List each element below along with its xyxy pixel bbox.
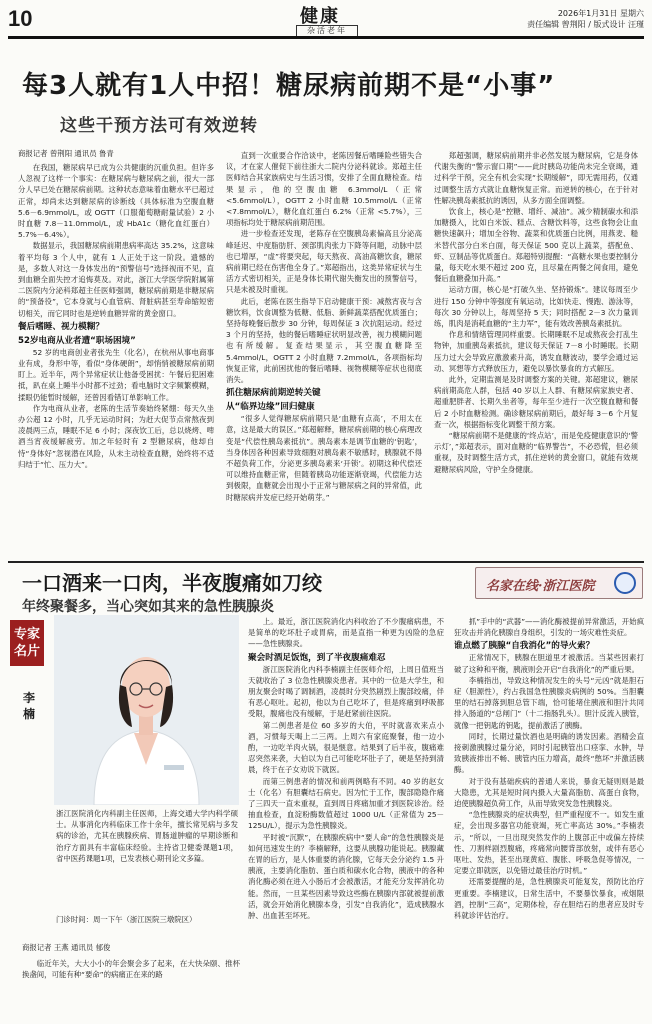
clinic-hours: 门诊时间：周一下午（浙江医院三墩院区） [56, 915, 197, 924]
expert-photo [54, 615, 239, 805]
article2-column-2 [248, 616, 444, 1020]
paragraph: 同时，长期过量饮酒也是明确的诱发因素。酒精会直接刺激胰腺过量分泌，同时引起胰管出口痉挛、水肿，导致胰液排出不畅、胰管内压力增高，最终“憋坏”并激活胰酶。 [454, 731, 644, 775]
column-tag: 杂活老年 [296, 25, 358, 37]
article1-column-2 [226, 150, 422, 556]
paragraph: 正常情况下，胰腺在胆道里才被激活。当某些因素打破了这种和平衡，胰液则会开启“自我消化”的严重后果。 [454, 653, 644, 674]
expert-name: 李楠 [22, 691, 35, 721]
section-heading: 抓住糖尿病前期逆转关键 [226, 388, 321, 399]
paragraph: 浙江医院消化内科李楠副主任医师介绍，上周日值班当天就收治了 3 位急性胰腺炎患者。其中的一位是大学生，和朋友聚会时喝了调制酒，凌晨时分突然剧烈上腹部绞痛，伴有恶心呕吐。起初，他以为自己吃坏了，但是疼痛到呼吸都受限，腹痛也没有缓解，于是赶紧前往医院。 [248, 664, 444, 719]
paragraph: 在我国，糖尿病早已成为公共健康的沉重负担。但许多人忽视了这样一个事实：在糖尿病与糖尿病之前，很大一部分人早已处在糖尿病前期。这种状态意味着血糖水平已超过正常，却尚未达到糖尿病的诊断线（具体标准为空腹血糖 5.6－6.9mmol/L，或 OGTT（口服葡萄糖耐量试验）2 小时血糖 7.8－11.0mmol/L，或 HbA1c（糖化血红蛋白）5.7%－6.4%）。 [18, 163, 214, 240]
paragraph: 此后，老陈在医生指导下启动健康干预：减熬宵夜与含糖饮料，饮食调整为低糖、低脂、新鲜蔬菜搭配优质蛋白；坚持每晚餐后散步 30 分钟，每周保证 3 次抗阻运动。经过 3 个月的坚持，他的餐后嗜睡症状明显改善，视力模糊问题也有所缓解。复查结果显示，其空腹血糖降至 5.4mmol/L，OGTT 2 小时血糖 7.2mmol/L，各项指标均恢复正常，此前困扰他的餐后嗜睡、视物模糊等症状也彻底消失。 [226, 296, 422, 385]
paragraph: 抓”手中的“武器”——消化酶被提前异常激活，开始疯狂攻击并消化胰腺自身组织，引发的一场灾难性炎症。 [454, 617, 644, 638]
article2-subhead: 年终聚餐多，当心突如其来的急性胰腺炎 [22, 599, 274, 615]
paragraph: 作为电商从业者，老陈的生活节奏始终紧绷：每天久坐办公超 12 小时，几乎无运动时间；为赶大促节点常熬夜到凌晨两三点，睡眠不足 6 小时；深夜饮工后，总以烧烤、啤酒当宵夜缓解疲劳。加之年轻时有 2 型糖尿病，他却自恃“身体好”忽视潜在风险，从未主动检查血糖，始终将不适归结于“忙、压力大”。 [18, 403, 214, 469]
section-heading: 聚会时酒足饭饱，到了半夜腹痛难忍 [248, 652, 386, 663]
date-line: 2026年1月31日 星期六 [557, 9, 644, 18]
paragraph: 还需要提醒的是，急性胰腺炎可能复发，预防比治疗更重要。李楠建议，日常生活中，不要暴饮暴食，戒烟限酒，控制“三高”，定期体检，存在胆结石的患者应及时专科就诊评估治疗。 [454, 877, 644, 921]
paragraph: 上。最近，浙江医院消化内科收治了不少腹痛病患，不是简单的吃坏肚子或胃病，而是直指一种更为凶险的急症——急性胰腺炎。 [248, 617, 444, 649]
paragraph: 而第三例患者的情况和前两例略有不同。40 岁的赵女士（化名）有胆囊结石病史。因为忙于工作，腹部隐隐作痛了三四天一直未重视，直到周日疼痛加重才到医院诊治。经抽血检查，血淀粉酶数值超过 1000 U/L（正常值为 25－125U/L），提示为急性胰腺炎。 [248, 776, 444, 831]
page-number: 10 [8, 6, 33, 31]
expert-card-tag: 专家名片 [10, 620, 44, 666]
hospital-emblem-icon [614, 572, 636, 594]
header-rule [8, 36, 644, 39]
column-name: 健康 [300, 6, 340, 27]
section-heading: 从“临界边缘”回归健康 [226, 402, 315, 413]
paragraph: 第二例患者是位 60 多岁的大伯，平时就喜欢来点小酒，习惯每天喝上二三两。上周六有家庭聚餐，他一边小酌，一边吃羊肉火锅，很是惬意。结果到了后半夜，腹痛难忍突然来袭，大伯以为自己可能吃坏肚子了，硬是坚持到清晨，终于在子女劝说下就医。 [248, 720, 444, 775]
article1-headline: 每3人就有1人中招！糖尿病前期不是“小事” [22, 71, 556, 101]
doctor-portrait-illustration [54, 615, 239, 805]
paragraph: 临近年关，大大小小的年会聚会多了起来，在大快朵颐、推杯换盏间，可能有种“要命”的病痛正在来的路 [22, 959, 240, 980]
paragraph: 李楠指出，导致这种情况发生的头号“元凶”就是胆石症（胆源性），约占我国急性胰腺炎病例的 50%。当胆囊里的结石掉落到胆总管下端，恰可能堵住胰液和胆汁共同排入肠道的“总闸门”（十二指肠乳头）。胆汁反流入胰管，就像一把钥匙的钥匙，提前激活了胰酶。 [454, 675, 644, 730]
paragraph: 对于没有基础疾病的普通人来说，暴食无疑则则是最大隐患，尤其是短时间内摄入大量高脂肪、高蛋白食物，迫使胰腺超负荷工作，从而导致突发急性胰腺炎。 [454, 776, 644, 809]
paragraph: “很多人觉得糖尿病前期只是‘血糖有点高’，不用太在意，这是最大的误区。”郑超解释，糖尿病前期的核心病理改变是“代偿性胰岛素抵抗”。胰岛素本是调节血糖的‘钥匙’，当身体因各种因素导致细胞对胰岛素不敏感时，胰腺就不得不超负荷工作，分泌更多胰岛素来‘开锁’。初期这种代偿还可以维持血糖正常，但随着胰岛功能逐渐衰竭，代偿能力达到极限，血糖就会出现小于正常与糖尿病之间的异常值，此时糖尿病并发症已经开始萌芽。” [226, 414, 422, 502]
article2-column-1-text [22, 958, 240, 1020]
paragraph: 平时被“沉默”，在胰腺疾病中“要人命”的急性胰腺炎是如何迅速发生的？李楠解释，这要从胰腺功能说起。胰腺藏在胃的后方，是人体重要的消化腺，它每天会分泌约 1.5 升胰液，主要消化脂肪、蛋白质和碳水化合物，胰液中的各种消化酶必须在进入小肠后才会被激活，才能充分发挥消化功能。然而，一旦某些因素导致这些酶在胰腺内部就被提前激活，就会开始消化胰腺本身，引发“自我消化”，造成胰腺水肿、出血甚至坏死。 [248, 832, 444, 921]
article1-column-3 [434, 150, 638, 556]
expert-bio: 浙江医院消化内科副主任医师，上海交通大学内科学硕士。从事消化内科临床工作十余年，擅长常见病与多发病的诊治，尤其在胰腺疾病、胃肠道肿瘤的早期诊断和治疗方面具有丰富临床经验。主持省卫健委课题1项，省中医药课题1项，已发表核心期刊论文多篇。 [56, 809, 238, 863]
paragraph: 直到一次重要合作洽谈中，老陈因餐后嗜睡险些错失合议，才在家人催促下前往浙大二院内分泌科就诊。郑超主任医师结合其家族病史与生活习惯，安排了全面血糖检查。结果显示，他的空腹血糖 6.3mmol/L（正常 <5.6mmol/L），OGTT 2 小时血糖 10.5mmol/L（正常 <7.8mmol/L），糖化血红蛋白 6.2%（正常 <5.7%），三项指标均处于糖尿病前期范围。 [226, 151, 422, 228]
paragraph: 数据显示，我国糖尿病前期患病率高达 35.2%，这意味着平均每 3 个人中，就有 1 人正处于这一阶段。遗憾的是，多数人对这一身体发出的“预警信号”选择视而不见，直到血糖全面失控才追悔莫及。对此，浙江大学医学院附属第二医院内分泌科郑超主任医师强调，糖尿病前期是非糖尿病的“预备役”，它本身就与心血管病、肾脏病甚至寿命缩短密切相关，而它同时也是逆转血糖异常的黄金窗口。 [18, 241, 214, 318]
article2-byline: 商报记者 王燕 通讯员 郁俊 [22, 943, 111, 952]
article1-subhead: 这些干预方法可有效逆转 [60, 116, 258, 136]
logo-text: 名家在线·浙江医院 [486, 579, 595, 594]
article2-headline: 一口酒来一口肉，半夜腹痛如刀绞 [22, 571, 322, 595]
header-meta [527, 8, 644, 30]
paragraph: 作息和情绪管理同样重要。长期睡眠不足或熬夜会打乱生物钟，加重胰岛素抵抗，建议每天保证 7－8 小时睡眠。长期压力过大会导致应激激素升高，诱发血糖波动，要学会通过运动、冥想等方式释放压力，避免以暴饮暴食的方式解压。 [434, 330, 638, 373]
paragraph: 此外，定期监测是及时调整方案的关键。郑超建议，糖尿病前期高危人群，包括 40 岁以上人群、有糖尿病家族史者、超重肥胖者、长期久坐者等，每年至少进行一次空腹血糖和餐后 2 小时血糖检测。确诊糖尿病前期后，最好每 3－6 个月复查一次，根据指标变化调整干预方案。 [434, 375, 638, 429]
editor-line: 责任编辑 曾荆阳 / 版式设计 汪瑾 [527, 20, 644, 29]
hospital-logo-banner [475, 567, 643, 599]
article2-column-3 [454, 616, 644, 1020]
paragraph: 52 岁的电商创业者张先生（化名），在杭州从事电商事业有成，身形中等，看似“身体硬朗”，却悄悄被糖尿病前期盯上。近半年，两个异常症状让他备受困扰：午餐后犯困难抵，趴在桌上睡半小时都不过劲；看电脑时文字频繁模糊，揉眼仍能暂时缓解，还曾因看错订单影响工作。 [18, 347, 214, 402]
paragraph: 郑超强调，糖尿病前期并非必然发展为糖尿病，它是身体代谢失衡的“警示窗口期”——此时胰岛功能尚未完全衰竭，通过科学干预，完全有机会实现“长期缓解”，即无需用药，仅通过调整生活方式就让血糖恢复正常。而逆转的核心，在于针对性解决胰岛素抵抗的诱因，从多方面全面调整。 [434, 151, 638, 205]
paragraph: “糖尿病前期不是健康的‘终点站’，而是免疫健康意识的‘警示灯’，”郑超表示，面对血糖的“临界警告”，不必恐慌，但必须重视，及时调整生活方式，抓住逆转的黄金窗口，就能有效规避糖尿病风险，守护全身健康。 [434, 431, 638, 474]
section-heading: 餐后嗜睡、视力模糊？ [18, 321, 104, 332]
article1-column-1 [18, 162, 214, 556]
paragraph: 进一步检查还发现，老陈存在空腹胰岛素偏高且分泌高峰延迟、中度脂肪肝、颈部肌肉张力下降等问题，动脉中层也已增厚，“虚”将要突起，每天熬夜、高油高糖饮食，糖尿病前期已经在伤害他全身了。”郑超指出，这类异常症状与生活方式密切相关，正是身体长期代谢失衡发出的预警信号，只是未被及时重视。 [226, 229, 422, 295]
article1-byline: 商报记者 曾荆阳 通讯员 鲁青 [18, 149, 114, 158]
paragraph: 饮食上，核心是“控糖、增纤、减油”。减少精制碳水和添加糖摄入，比如白米饭、糕点、含糖饮料等，这些食物会让血糖快速飙升；增加全谷物、蔬菜和优质蛋白比例，用燕麦、糙米替代部分白米白面，每天保证 500 克以上蔬菜，搭配鱼、虾、豆制品等优质蛋白。郑超特别提醒：“高糖水果也要控制分量，每天吃水果不超过 200 克，且尽量在两餐之间食用，避免餐后血糖叠加升高。” [434, 207, 638, 284]
section-heading: 52岁电商从业者遭“职场困境” [18, 335, 136, 346]
paragraph: “急性胰腺炎的症状典型，但严重程度不一。如发生重症，会出现多器官功能衰竭，死亡率高达 30%。”李楠表示，“所以，一旦出现突然发作的上腹部正中或偏左持续性、刀割样剧烈腹痛，疼痛常向腰背部放射，或伴有恶心呕吐、发热，甚至出现黄疸、腹胀、呼吸急促等情况，一定要立即就医，以免错过最佳治疗时机。” [454, 810, 644, 876]
paragraph: 运动方面，核心是“打破久坐、坚持锻炼”。建议每周至少进行 150 分钟中等强度有氧运动，比如快走、慢跑、游泳等，每次 30 分钟以上，每周坚持 5 天；同时搭配 2－3 次力量训练，肌肉是消耗血糖的“主力军”，能有效改善胰岛素抵抗。 [434, 285, 638, 329]
section-heading: 谁点燃了胰腺“自我消化”的导火索？ [454, 641, 595, 652]
section-divider [8, 561, 644, 563]
